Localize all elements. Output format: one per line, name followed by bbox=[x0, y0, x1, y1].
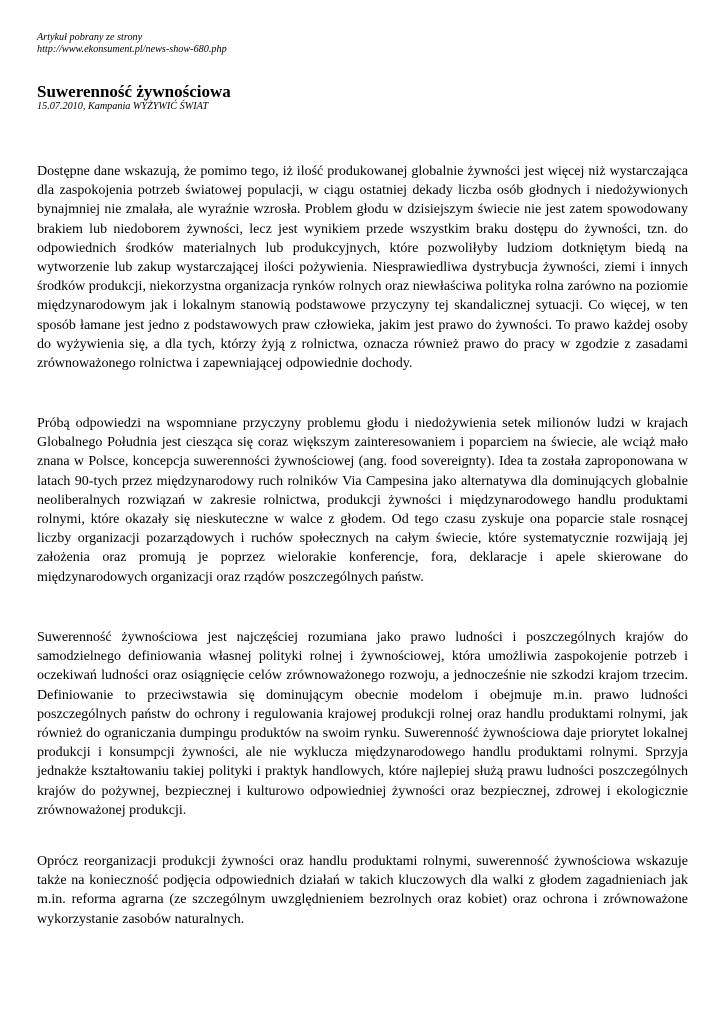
article-paragraph-1: Dostępne dane wskazują, że pomimo tego, iż ilość produkowanej globalnie żywności jest więcej niż wystarczająca dla zaspokojenia potrzeb światowej populacji, w ciągu ostatniej dekady liczba osób głodnych i niedożywionych bynajmniej nie zmalała, ale wyraźnie wzrosła. Problem głodu w dzisiejszym świecie nie jest zatem spowodowany brakiem lub niedoborem żywności, lecz jest wynikiem przede wszystkim braku dostępu do żywności, tzn. do odpowiednich środków materialnych lub produkcyjnych, które pozwoliłyby ludziom dotkniętym biedą na wytworzenie lub zakup wystarczającej ilości pożywienia. Niesprawiedliwa dystrybucja żywności, ziemi i innych środków produkcji, niekorzystna organizacja rynków rolnych oraz niewłaściwa polityka rolna zarówno na poziomie międzynarodowym jak i lokalnym stanowią podstawowe przyczyny tej skandalicznej sytuacji. Co więcej, w ten sposób łamane jest jedno z podstawowych praw człowieka, jakim jest prawo do żywności. To prawo każdej osoby do wyżywienia się, a dla tych, którzy żyją z rolnictwa, oznacza również prawo do pracy w zgodzie z zasadami zrównoważonego rolnictwa i zapewniającej odpowiednie dochody. bbox=[37, 164, 688, 372]
source-info bbox=[37, 32, 227, 56]
source-url: http://www.ekonsument.pl/news-show-680.php bbox=[37, 44, 227, 55]
article-meta: 15.07.2010, Kampania WYŻYWIĆ ŚWIAT bbox=[37, 101, 209, 112]
source-label: Artykuł pobrany ze strony bbox=[37, 32, 143, 43]
article-paragraph-2: Próbą odpowiedzi na wspomniane przyczyny problemu głodu i niedożywienia setek milionów ludzi w krajach Globalnego Południa jest ciesząca się coraz większym zainteresowaniem i poparciem na świecie, ale wciąż mało znana w Polsce, koncepcja suwerenności żywnościowej (ang. food sovereignty). Idea ta została zaproponowana w latach 90-tych przez międzynarodowy ruch rolników Via Campesina jako alternatywa dla dominujących globalnie neoliberalnych rozwiązań w zakresie rolnictwa, produkcji żywności i międzynarodowego handlu produktami rolnymi, które okazały się nieskuteczne w walce z głodem. Od tego czasu zyskuje ona poparcie stale rosnącej liczby organizacji pozarządowych i ruchów społecznych na całym świecie, które systematycznie rozwijają jej założenia oraz promują je poprzez wielorakie konferencje, fora, deklaracje i apele skierowane do międzynarodowych organizacji oraz rządów poszczególnych państw. bbox=[37, 416, 688, 585]
article-paragraph-3: Suwerenność żywnościowa jest najczęściej rozumiana jako prawo ludności i poszczególnych krajów do samodzielnego definiowania własnej polityki rolnej i żywnościowej, która umożliwia zaspokojenie potrzeb i oczekiwań ludności oraz osiągnięcie celów zrównoważonego rozwoju, a jednocześnie nie szkodzi krajom trzecim. Definiowanie to przeciwstawia się dominującym obecnie modelom i obejmuje m.in. prawo ludności poszczególnych państw do ochrony i regulowania krajowej produkcji rolnej oraz handlu produktami rolnymi, jak również do ograniczania dumpingu produktów na swoim rynku. Suwerenność żywnościowa daje priorytet lokalnej produkcji i konsumpcji żywności, ale nie wyklucza międzynarodowego handlu produktami rolnymi. Sprzyja jednakże kształtowaniu takiej polityki i praktyk handlowych, które najlepiej służą prawu ludności poszczególnych krajów do pożywnej, bezpiecznej i kulturowo odpowiedniej żywności oraz bezpiecznej, zdrowej i ekologicznie zrównoważonej produkcji. bbox=[37, 630, 688, 818]
article-paragraph-4: Oprócz reorganizacji produkcji żywności oraz handlu produktami rolnymi, suwerenność żywnościowa wskazuje także na konieczność podjęcia odpowiednich działań w takich kluczowych dla walki z głodem zagadnieniach jak m.in. reforma agrarna (ze szczególnym uwzględnieniem bezrolnych oraz kobiet) oraz ochrona i zrównoważone wykorzystanie zasobów naturalnych. bbox=[37, 854, 688, 927]
article-title: Suwerenność żywnościowa bbox=[37, 82, 231, 101]
